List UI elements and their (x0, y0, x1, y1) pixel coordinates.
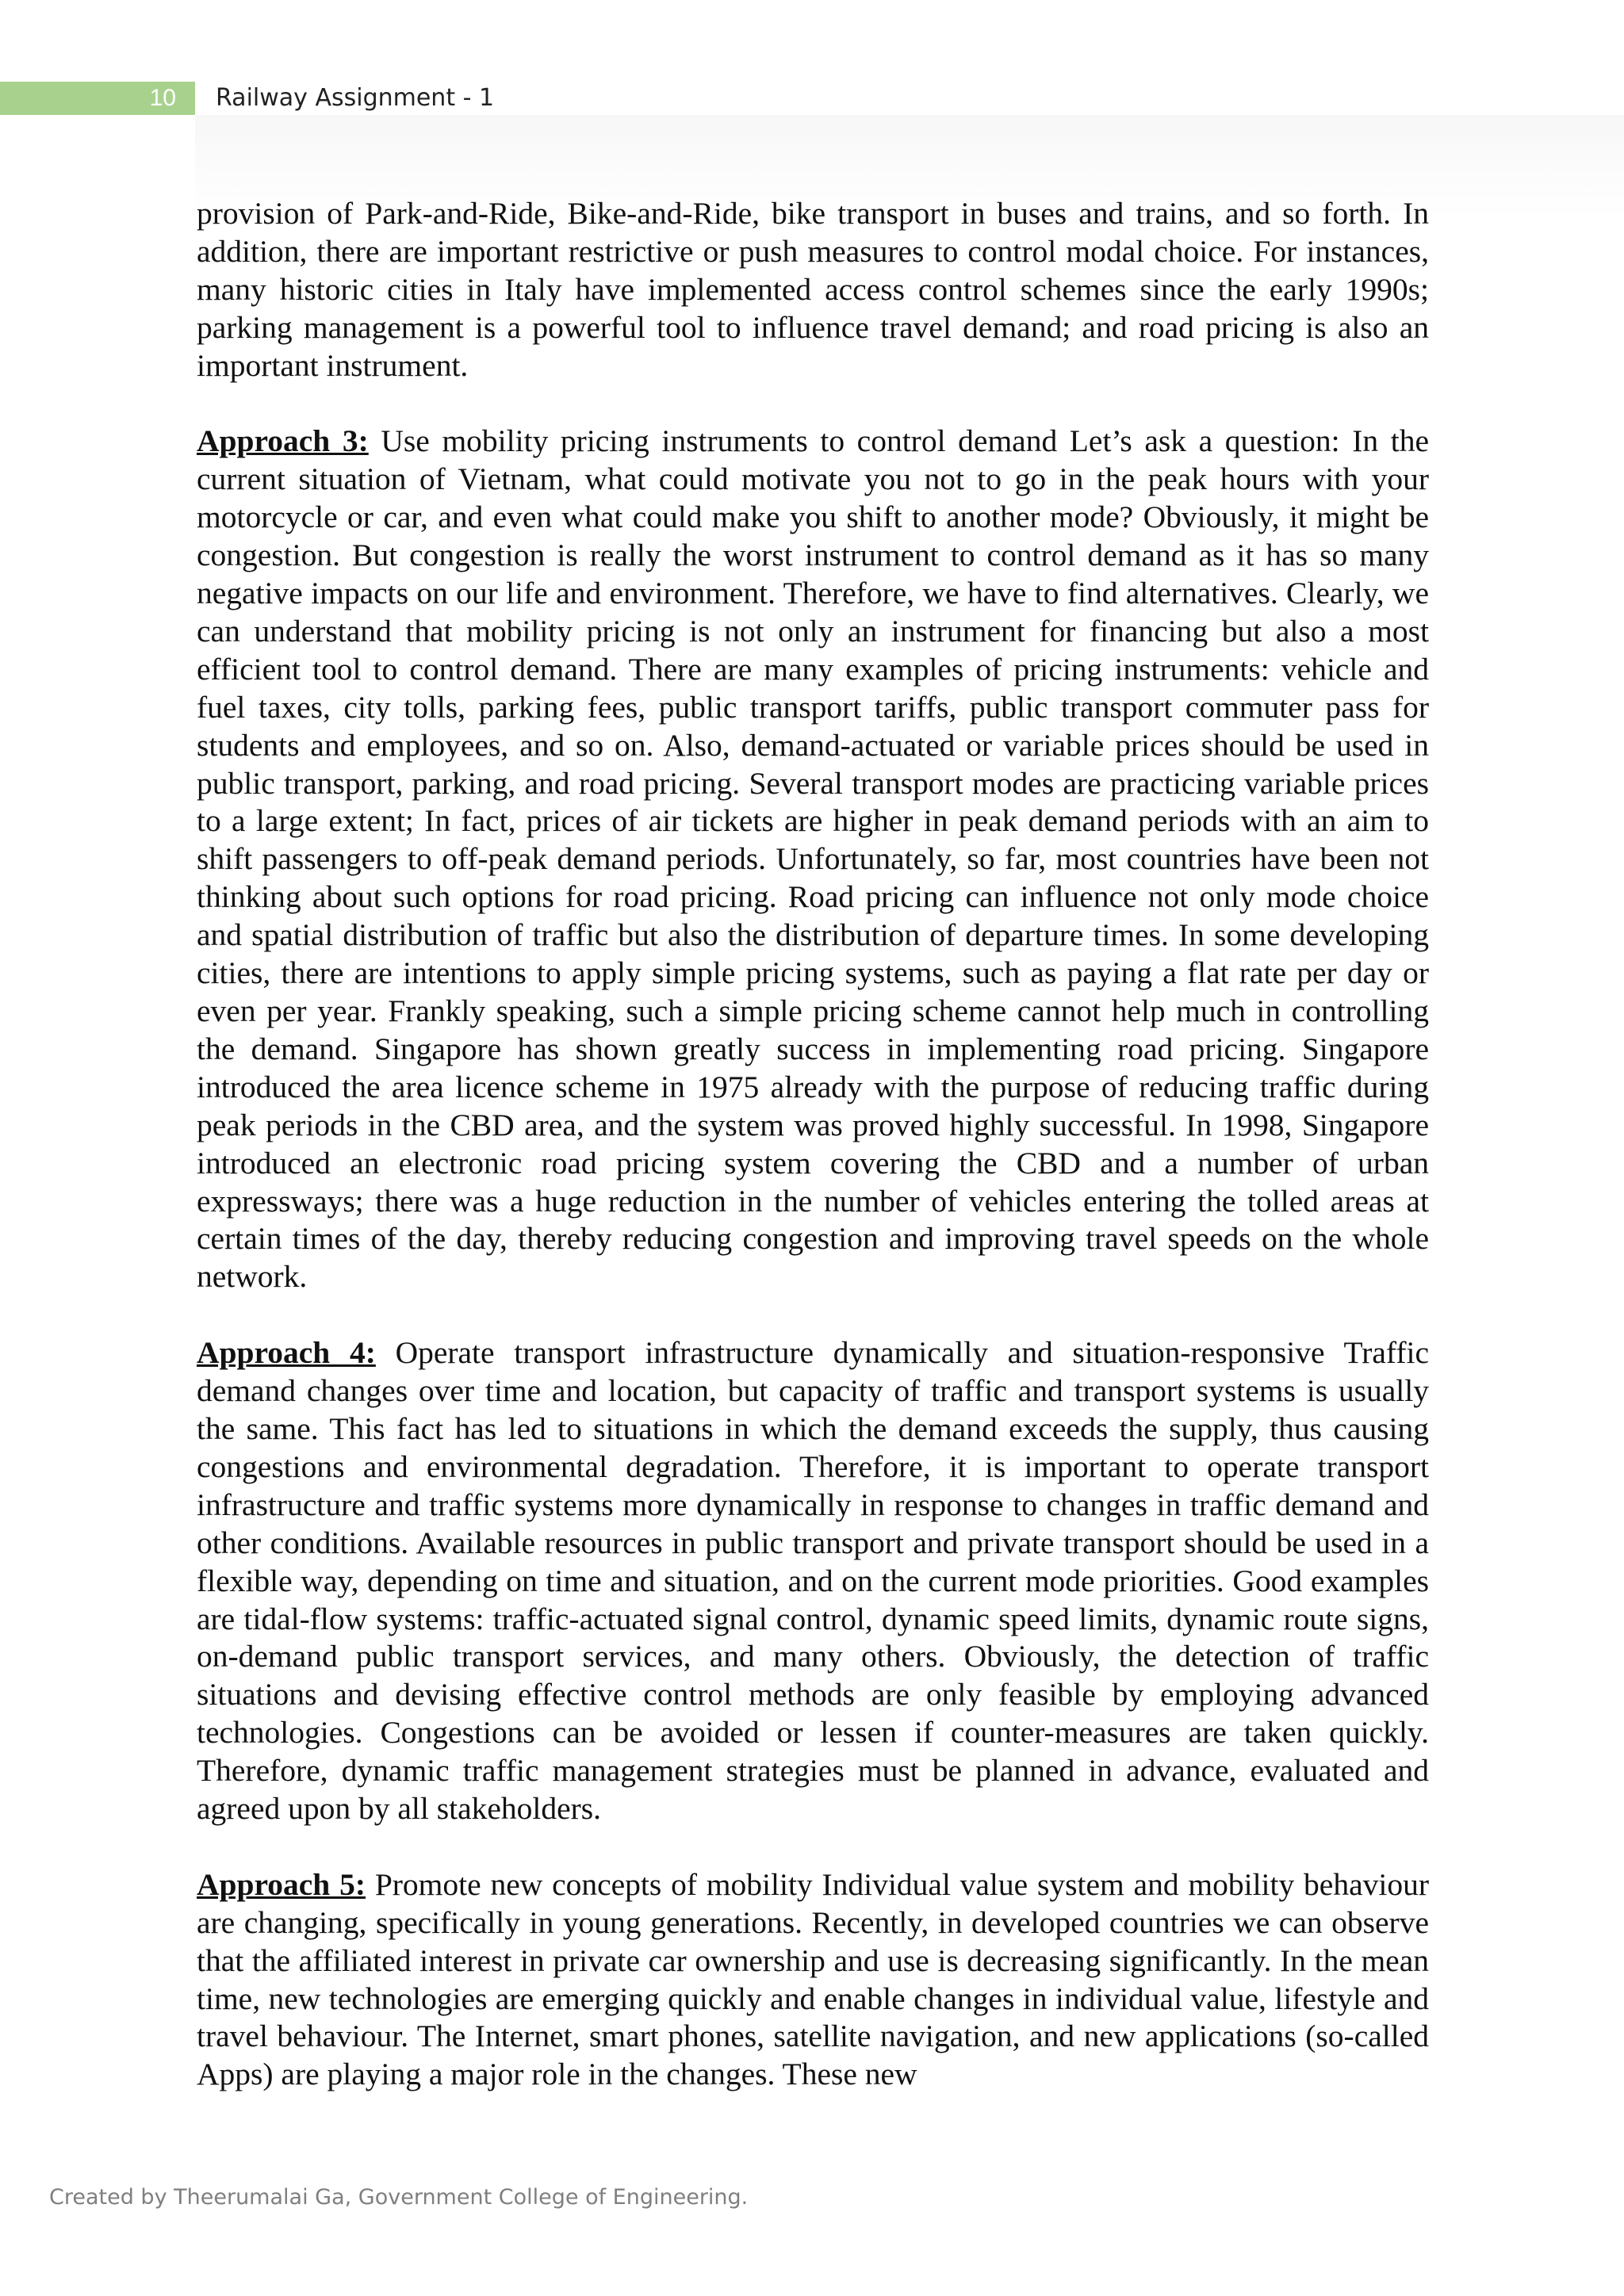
approach-4-paragraph (197, 1334, 1429, 1828)
approach-5-paragraph (197, 1866, 1429, 2094)
approach-4-label: Approach 4: (197, 1335, 376, 1371)
page-number: 10 (0, 82, 195, 115)
approach-3-paragraph (197, 423, 1429, 1296)
approach-5-text: Promote new concepts of mobility Individual value system and mobility behaviour are changing, specifically in young generations. Recently, in developed countries we can observe that the affiliated interest in private car ownership and use is decreasing significantly. In the mean time, new technologies are emerging quickly and enable changes in individual value, lifestyle and travel behaviour. The Internet, smart phones, satellite navigation, and new applications (so-called Apps) are playing a major role in the changes. These new (197, 1866, 1429, 2092)
intro-paragraph: provision of Park-and-Ride, Bike-and-Ride, bike transport in buses and trains, and so forth. In addition, there are important restrictive or push measures to control modal choice. For instances, many historic cities in Italy have implemented access control schemes since the early 1990s; parking management is a powerful tool to influence travel demand; and road pricing is also an important instrument. (197, 196, 1429, 383)
approach-4-text: Operate transport infrastructure dynamically and situation-responsive Traffic demand changes over time and location, but capacity of traffic and transport systems is usually the same. This fact has led to situations in which the demand exceeds the supply, thus causing congestions and environmental degradation. Therefore, it is important to operate transport infrastructure and traffic systems more dynamically in response to changes in traffic demand and other conditions. Available resources in public transport and private transport should be used in a flexible way, depending on time and situation, and on the current mode priorities. Good examples are tidal-flow systems: traffic-actuated signal control, dynamic speed limits, dynamic route signs, on-demand public transport services, and many others. Obviously, the detection of traffic situations and devising effective control methods are only feasible by employing advanced technologies. Congestions can be avoided or lessen if counter-measures are taken quickly. Therefore, dynamic traffic management strategies must be planned in advance, evaluated and agreed upon by all stakeholders. (197, 1335, 1430, 1827)
approach-3-text: Use mobility pricing instruments to control demand Let’s ask a question: In the current situation of Vietnam, what could motivate you not to go in the peak hours with your motorcycle or car, and even what could make you shift to another mode? Obviously, it might be congestion. But congestion is really the worst instrument to control demand as it has so many negative impacts on our life and environment. Therefore, we have to find alternatives. Clearly, we can understand that mobility pricing is not only an instrument for financing but also a most efficient tool to control demand. There are many examples of pricing instruments: vehicle and fuel taxes, city tolls, parking fees, public transport tariffs, public transport commuter pass for students and employees, and so on. Also, demand-actuated or variable prices should be used in public transport, parking, and road pricing. Several transport modes are practicing variable prices to a large extent; In fact, prices of air tickets are higher in peak demand periods with an aim to shift passengers to off-peak demand periods. Unfortunately, so far, most countries have been not thinking about such options for road pricing. Road pricing can influence not only mode choice and spatial distribution of traffic but also the distribution of departure times. In some developing cities, there are intentions to apply simple pricing systems, such as paying a flat rate per day or even per year. Frankly speaking, such a simple pricing scheme cannot help much in controlling the demand. Singapore has shown greatly success in implementing road pricing. Singapore introduced the area licence scheme in 1975 already with the purpose of reducing traffic during peak periods in the CBD area, and the system was proved highly successful. In 1998, Singapore introduced an electronic road pricing system covering the CBD and a number of urban expressways; there was a huge reduction in the number of vehicles entering the tolled areas at certain times of the day, thereby reducing congestion and improving travel speeds on the whole network. (197, 423, 1429, 1295)
approach-5-label: Approach 5: (197, 1866, 366, 1902)
approach-3-label: Approach 3: (197, 423, 369, 459)
page-footer: Created by Theerumalai Ga, Government College of Engineering. (49, 2185, 749, 2210)
document-title: Railway Assignment - 1 (216, 84, 495, 112)
body-text (197, 195, 1429, 2132)
page-header (0, 82, 1624, 115)
